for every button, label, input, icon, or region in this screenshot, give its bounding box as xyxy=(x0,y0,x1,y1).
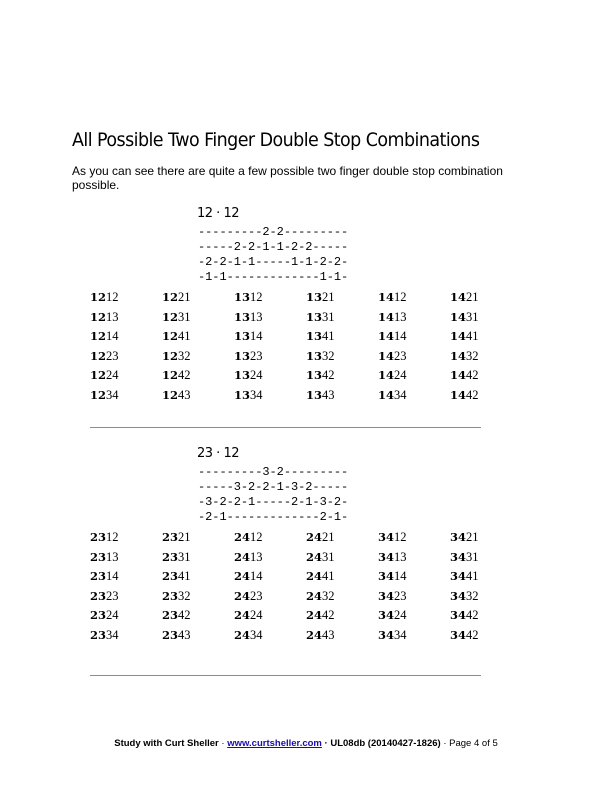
page-footer xyxy=(0,738,612,749)
combination-prefix: 14 xyxy=(378,388,395,402)
combination-prefix: 13 xyxy=(234,368,251,383)
combination-suffix: 23 xyxy=(106,348,119,363)
combination-cell xyxy=(378,569,407,584)
combination-prefix: 34 xyxy=(450,549,467,564)
combination-prefix: 34 xyxy=(450,569,467,584)
combination-prefix: 23 xyxy=(162,588,179,603)
combination-cell xyxy=(450,388,479,403)
combination-cell xyxy=(90,628,119,643)
combination-prefix: 34 xyxy=(378,569,395,584)
combination-cell xyxy=(306,608,335,623)
combination-suffix: 23 xyxy=(394,588,407,603)
combination-cell xyxy=(90,550,119,565)
combination-cell xyxy=(450,550,479,565)
combination-suffix: 31 xyxy=(322,309,335,324)
combination-prefix: 24 xyxy=(234,588,251,603)
tab-line: -2-1-------------2-1- xyxy=(198,510,349,524)
combination-suffix: 42 xyxy=(322,608,335,623)
combination-cell xyxy=(450,368,479,383)
combination-prefix: 12 xyxy=(90,368,107,383)
combination-suffix: 41 xyxy=(322,569,335,584)
combination-suffix: 14 xyxy=(106,329,119,344)
combination-prefix: 24 xyxy=(306,608,323,623)
combination-prefix: 24 xyxy=(306,549,323,564)
combination-suffix: 34 xyxy=(250,388,263,402)
combination-prefix: 23 xyxy=(162,628,179,642)
combination-suffix: 13 xyxy=(394,549,407,564)
combination-prefix: 14 xyxy=(450,329,467,344)
combination-prefix: 24 xyxy=(306,628,323,642)
combination-prefix: 12 xyxy=(162,309,179,324)
combination-cell xyxy=(90,388,119,403)
combination-prefix: 12 xyxy=(90,290,107,304)
combination-prefix: 14 xyxy=(378,368,395,383)
footer-page-number: Page 4 of 5 xyxy=(449,738,498,749)
combination-suffix: 41 xyxy=(322,329,335,344)
combination-cell xyxy=(90,589,119,604)
combination-suffix: 13 xyxy=(394,309,407,324)
combination-cell xyxy=(378,550,407,565)
combination-suffix: 24 xyxy=(106,368,119,383)
combination-cell xyxy=(450,310,479,325)
combination-cell xyxy=(378,310,407,325)
combination-prefix: 13 xyxy=(234,290,251,304)
combination-cell xyxy=(450,589,479,604)
combination-cell xyxy=(306,349,335,364)
combination-prefix: 12 xyxy=(162,368,179,383)
combination-cell xyxy=(306,368,335,383)
combination-prefix: 23 xyxy=(162,608,179,623)
combination-prefix: 23 xyxy=(162,530,179,544)
combination-prefix: 34 xyxy=(450,608,467,623)
combination-suffix: 23 xyxy=(250,348,263,363)
combination-suffix: 31 xyxy=(322,549,335,564)
combination-cell xyxy=(450,290,479,305)
combination-prefix: 13 xyxy=(306,290,323,304)
combination-prefix: 34 xyxy=(378,549,395,564)
combination-suffix: 34 xyxy=(106,628,119,642)
footer-brand: Study with Curt Sheller xyxy=(114,738,219,749)
combination-cell xyxy=(378,388,407,403)
combination-prefix: 13 xyxy=(306,388,323,402)
combination-prefix: 13 xyxy=(234,348,251,363)
combination-cell xyxy=(234,569,263,584)
combination-suffix: 21 xyxy=(466,530,479,544)
combination-prefix: 24 xyxy=(306,588,323,603)
combination-prefix: 12 xyxy=(162,348,179,363)
combination-cell xyxy=(450,608,479,623)
combination-cell xyxy=(162,530,191,545)
combination-suffix: 32 xyxy=(466,588,479,603)
combination-suffix: 42 xyxy=(322,368,335,383)
combination-prefix: 34 xyxy=(450,588,467,603)
combination-cell xyxy=(162,388,191,403)
combination-suffix: 13 xyxy=(106,549,119,564)
combination-suffix: 23 xyxy=(106,588,119,603)
combination-prefix: 34 xyxy=(378,530,395,544)
combination-suffix: 34 xyxy=(250,628,263,642)
combination-prefix: 24 xyxy=(234,628,251,642)
combination-prefix: 12 xyxy=(90,329,107,344)
footer-website-link[interactable]: www.curtsheller.com xyxy=(227,738,322,749)
combination-suffix: 41 xyxy=(466,569,479,584)
combination-suffix: 42 xyxy=(466,388,479,402)
combination-cell xyxy=(450,569,479,584)
combination-suffix: 41 xyxy=(178,569,191,584)
combination-suffix: 14 xyxy=(394,329,407,344)
combination-prefix: 34 xyxy=(378,608,395,623)
section-label: 23 · 12 xyxy=(197,446,239,461)
combination-cell xyxy=(234,628,263,643)
combination-suffix: 12 xyxy=(106,290,119,304)
combination-suffix: 21 xyxy=(178,290,191,304)
combination-prefix: 12 xyxy=(162,388,179,402)
combination-cell xyxy=(90,368,119,383)
combination-suffix: 12 xyxy=(250,530,263,544)
tab-line: ---------2-2--------- xyxy=(198,225,349,239)
combination-cell xyxy=(162,589,191,604)
combination-suffix: 14 xyxy=(250,569,263,584)
divider-rule xyxy=(90,427,481,428)
combination-prefix: 24 xyxy=(234,549,251,564)
combination-suffix: 42 xyxy=(178,368,191,383)
combination-cell xyxy=(378,530,407,545)
combination-cell xyxy=(378,368,407,383)
combination-prefix: 12 xyxy=(90,388,107,402)
combination-prefix: 14 xyxy=(450,368,467,383)
combination-cell xyxy=(90,569,119,584)
combination-cell xyxy=(162,349,191,364)
combination-suffix: 42 xyxy=(466,368,479,383)
tab-line: -----2-2-1-1-2-2----- xyxy=(198,240,349,254)
combination-cell xyxy=(378,608,407,623)
combination-suffix: 23 xyxy=(250,588,263,603)
combination-prefix: 34 xyxy=(450,530,467,544)
combination-prefix: 13 xyxy=(306,348,323,363)
combination-cell xyxy=(234,329,263,344)
combination-prefix: 14 xyxy=(378,309,395,324)
combination-prefix: 24 xyxy=(234,608,251,623)
combination-prefix: 13 xyxy=(234,388,251,402)
combination-cell xyxy=(162,608,191,623)
combination-cell xyxy=(306,290,335,305)
footer-separator: · xyxy=(218,738,228,749)
combination-cell xyxy=(234,349,263,364)
combination-cell xyxy=(378,329,407,344)
combination-cell xyxy=(306,388,335,403)
combination-suffix: 34 xyxy=(394,388,407,402)
intro-paragraph: As you can see there are quite a few possible two finger double stop combination possible. xyxy=(72,164,503,192)
combination-suffix: 43 xyxy=(322,388,335,402)
tab-line: -1-1-------------1-1- xyxy=(198,270,349,284)
combination-cell xyxy=(450,530,479,545)
combination-cell xyxy=(234,388,263,403)
combination-cell xyxy=(90,329,119,344)
combination-cell xyxy=(162,628,191,643)
combination-suffix: 21 xyxy=(466,290,479,304)
combination-cell xyxy=(234,608,263,623)
combination-suffix: 32 xyxy=(178,348,191,363)
combination-cell xyxy=(306,628,335,643)
combination-prefix: 23 xyxy=(162,569,179,584)
combination-suffix: 42 xyxy=(466,628,479,642)
combination-suffix: 31 xyxy=(466,549,479,564)
combination-prefix: 34 xyxy=(450,628,467,642)
combination-prefix: 14 xyxy=(450,290,467,304)
combination-suffix: 31 xyxy=(466,309,479,324)
combination-cell xyxy=(90,349,119,364)
combination-prefix: 24 xyxy=(306,569,323,584)
combination-suffix: 23 xyxy=(394,348,407,363)
combination-prefix: 13 xyxy=(306,309,323,324)
combination-suffix: 42 xyxy=(178,608,191,623)
combination-suffix: 14 xyxy=(394,569,407,584)
combination-suffix: 14 xyxy=(250,329,263,344)
combination-cell xyxy=(90,290,119,305)
combination-suffix: 24 xyxy=(250,608,263,623)
combination-cell xyxy=(306,550,335,565)
combination-suffix: 32 xyxy=(322,348,335,363)
combination-prefix: 23 xyxy=(162,549,179,564)
combination-prefix: 23 xyxy=(90,628,107,642)
combination-cell xyxy=(162,550,191,565)
combination-suffix: 14 xyxy=(106,569,119,584)
combination-prefix: 34 xyxy=(378,588,395,603)
combination-prefix: 14 xyxy=(450,309,467,324)
tab-line: -2-2-1-1-----1-1-2-2- xyxy=(198,255,349,269)
combination-suffix: 12 xyxy=(394,530,407,544)
combination-cell xyxy=(378,628,407,643)
combination-prefix: 34 xyxy=(378,628,395,642)
combination-suffix: 21 xyxy=(322,290,335,304)
tab-line: -----3-2-2-1-3-2----- xyxy=(198,480,349,494)
combination-cell xyxy=(306,530,335,545)
combination-prefix: 13 xyxy=(234,329,251,344)
combination-prefix: 14 xyxy=(450,348,467,363)
combination-cell xyxy=(306,310,335,325)
combination-cell xyxy=(162,329,191,344)
tab-line: ---------3-2--------- xyxy=(198,465,349,479)
combination-cell xyxy=(450,329,479,344)
footer-doc-code: · UL08db (20140427-1826) xyxy=(321,738,441,749)
combination-cell xyxy=(378,589,407,604)
combination-prefix: 23 xyxy=(90,530,107,544)
combination-cell xyxy=(234,550,263,565)
combination-prefix: 14 xyxy=(378,348,395,363)
combination-prefix: 23 xyxy=(90,549,107,564)
combination-suffix: 24 xyxy=(106,608,119,623)
combination-suffix: 24 xyxy=(394,368,407,383)
combination-cell xyxy=(306,569,335,584)
combination-prefix: 23 xyxy=(90,569,107,584)
combination-suffix: 42 xyxy=(466,608,479,623)
combination-suffix: 34 xyxy=(394,628,407,642)
combination-cell xyxy=(234,530,263,545)
combination-prefix: 14 xyxy=(378,290,395,304)
combination-cell xyxy=(234,368,263,383)
combination-suffix: 41 xyxy=(466,329,479,344)
combination-prefix: 13 xyxy=(306,329,323,344)
combination-suffix: 12 xyxy=(394,290,407,304)
combination-cell xyxy=(90,608,119,623)
combination-prefix: 14 xyxy=(378,329,395,344)
combination-suffix: 43 xyxy=(322,628,335,642)
combination-prefix: 12 xyxy=(90,309,107,324)
combination-cell xyxy=(90,530,119,545)
tab-line: -3-2-2-1-----2-1-3-2- xyxy=(198,495,349,509)
combination-cell xyxy=(378,349,407,364)
combination-cell xyxy=(450,628,479,643)
combination-prefix: 12 xyxy=(162,290,179,304)
combination-prefix: 13 xyxy=(306,368,323,383)
combination-suffix: 13 xyxy=(250,549,263,564)
combination-prefix: 24 xyxy=(306,530,323,544)
combination-suffix: 24 xyxy=(394,608,407,623)
combination-suffix: 32 xyxy=(322,588,335,603)
combination-cell xyxy=(234,310,263,325)
combination-prefix: 13 xyxy=(234,309,251,324)
page-title: All Possible Two Finger Double Stop Combinations xyxy=(72,129,480,151)
combination-cell xyxy=(162,569,191,584)
section-label: 12 · 12 xyxy=(197,206,239,221)
combination-suffix: 21 xyxy=(322,530,335,544)
combination-suffix: 13 xyxy=(250,309,263,324)
combination-suffix: 32 xyxy=(466,348,479,363)
combination-cell xyxy=(162,310,191,325)
combination-cell xyxy=(234,589,263,604)
combination-suffix: 12 xyxy=(106,530,119,544)
combination-prefix: 24 xyxy=(234,569,251,584)
combination-cell xyxy=(162,368,191,383)
combination-suffix: 21 xyxy=(178,530,191,544)
combination-suffix: 34 xyxy=(106,388,119,402)
footer-separator: · xyxy=(440,738,450,749)
combination-prefix: 12 xyxy=(90,348,107,363)
combination-cell xyxy=(450,349,479,364)
combination-suffix: 41 xyxy=(178,329,191,344)
combination-prefix: 14 xyxy=(450,388,467,402)
combination-prefix: 23 xyxy=(90,588,107,603)
combination-suffix: 24 xyxy=(250,368,263,383)
combination-cell xyxy=(234,290,263,305)
combination-prefix: 12 xyxy=(162,329,179,344)
combination-cell xyxy=(162,290,191,305)
combination-suffix: 43 xyxy=(178,628,191,642)
combination-suffix: 43 xyxy=(178,388,191,402)
combination-suffix: 32 xyxy=(178,588,191,603)
combination-suffix: 31 xyxy=(178,549,191,564)
combination-cell xyxy=(90,310,119,325)
combination-suffix: 12 xyxy=(250,290,263,304)
divider-rule xyxy=(90,675,481,676)
combination-prefix: 23 xyxy=(90,608,107,623)
combination-suffix: 31 xyxy=(178,309,191,324)
combination-prefix: 24 xyxy=(234,530,251,544)
combination-cell xyxy=(378,290,407,305)
combination-cell xyxy=(306,329,335,344)
combination-suffix: 13 xyxy=(106,309,119,324)
combination-cell xyxy=(306,589,335,604)
